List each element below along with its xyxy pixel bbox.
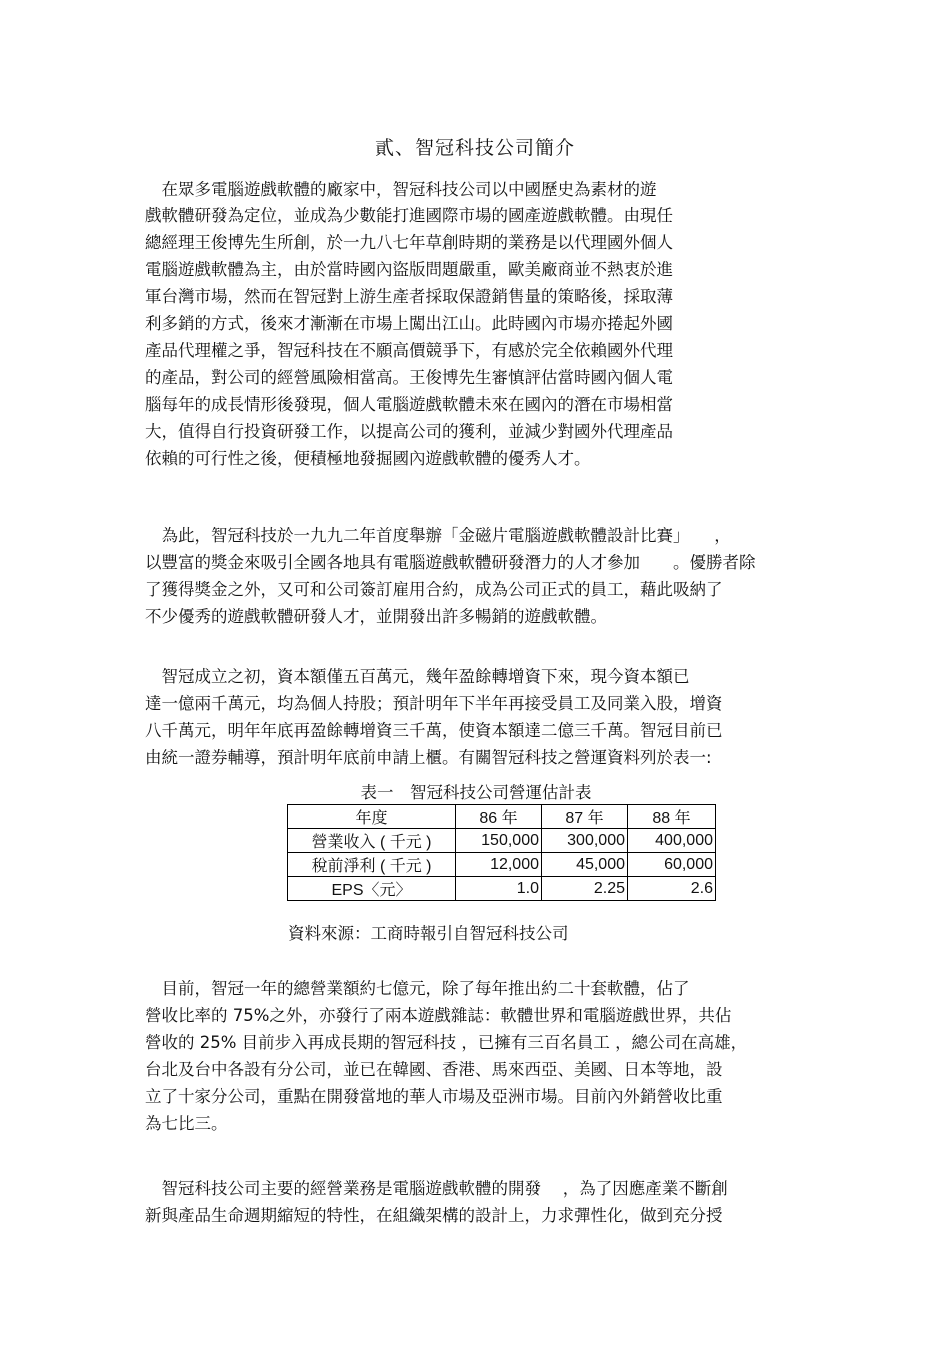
text-line: 依賴的可行性之後，便積極地發掘國內遊戲軟體的優秀人才。 <box>145 449 591 468</box>
text-line: 新與產品生命週期縮短的特性，在組織架構的設計上，力求彈性化，做到充分授 <box>145 1206 723 1225</box>
text-line: 的產品，對公司的經營風險相當高。王俊博先生審慎評估當時國內個人電 <box>145 368 673 387</box>
table-cell: 12,000 <box>456 853 542 877</box>
table-header-cell: 年度 <box>288 805 456 829</box>
text-line: 智冠成立之初，資本額僅五百萬元，幾年盈餘轉增資下來，現今資本額已 <box>145 667 690 686</box>
text-line: 產品代理權之爭，智冠科技在不願高價競爭下，有感於完全依賴國外代理 <box>145 341 673 360</box>
text-line: 為此，智冠科技於一九九二年首度舉辦「金磁片電腦遊戲軟體設計比賽」 ， <box>145 526 731 545</box>
table-cell: 營業收入 ( 千元 ) <box>288 829 456 853</box>
text-line: 營收比率的 75%之外，亦發行了兩本遊戲雜誌：軟體世界和電腦遊戲世界，共佔 <box>145 1006 732 1025</box>
table-header-cell: 87 年 <box>542 805 628 829</box>
text-line: 總經理王俊博先生所創，於一九八七年草創時期的業務是以代理國外個人 <box>145 233 673 252</box>
text-line: 立了十家分公司，重點在開發當地的華人市場及亞洲市場。目前內外銷營收比重 <box>145 1087 723 1106</box>
table-row <box>288 829 716 853</box>
table-cell: 60,000 <box>628 853 716 877</box>
text-line: 達一億兩千萬元，均為個人持股；預計明年下半年再接受員工及同業入股，增資 <box>145 694 723 713</box>
table-cell: 45,000 <box>542 853 628 877</box>
text-line: 利多銷的方式，後來才漸漸在市場上闖出江山。此時國內市場亦捲起外國 <box>145 314 673 333</box>
table-cell: 稅前淨利 ( 千元 ) <box>288 853 456 877</box>
text-line: 腦每年的成長情形後發現，個人電腦遊戲軟體未來在國內的潛在市場相當 <box>145 395 673 414</box>
table-header-cell: 86 年 <box>456 805 542 829</box>
text-line: 大，值得自行投資研發工作，以提高公司的獲利，並減少對國外代理產品 <box>145 422 673 441</box>
text-line: 了獲得獎金之外，又可和公司簽訂雇用合約，成為公司正式的員工，藉此吸納了 <box>145 580 723 599</box>
table-source: 資料來源：工商時報引自智冠科技公司 <box>288 924 569 943</box>
text-line: 以豐富的獎金來吸引全國各地具有電腦遊戲軟體研發潛力的人才參加 。優勝者除 <box>145 553 756 572</box>
table-cell: 1.0 <box>456 877 542 901</box>
text-line: 軍台灣市場，然而在智冠對上游生產者採取保證銷售量的策略後，採取薄 <box>145 287 673 306</box>
table-cell: 300,000 <box>542 829 628 853</box>
text-line: 營收的 25% 目前步入再成長期的智冠科技 ，已擁有三百名員工 ，總公司在高雄， <box>145 1033 748 1052</box>
text-line: 戲軟體研發為定位，並成為少數能打進國際市場的國產遊戲軟體。由現任 <box>145 206 673 225</box>
table-cell: 2.6 <box>628 877 716 901</box>
page-title: 貳、智冠科技公司簡介 <box>374 137 575 159</box>
table-cell: 150,000 <box>456 829 542 853</box>
text-line: 由統一證券輔導，預計明年底前申請上櫃。有關智冠科技之營運資料列於表一: <box>145 748 712 767</box>
table-cell: EPS〈元〉 <box>288 877 456 901</box>
text-line: 為七比三。 <box>145 1114 228 1133</box>
table-header-row <box>288 805 716 829</box>
text-line: 不少優秀的遊戲軟體研發人才，並開發出許多暢銷的遊戲軟體。 <box>145 607 607 626</box>
operations-table <box>287 804 716 901</box>
table-cell: 2.25 <box>542 877 628 901</box>
table-cell: 400,000 <box>628 829 716 853</box>
text-line: 八千萬元，明年年底再盈餘轉增資三千萬，使資本額達二億三千萬。智冠目前已 <box>145 721 723 740</box>
table-caption: 表一 智冠科技公司營運估計表 <box>360 783 592 802</box>
text-line: 台北及台中各設有分公司，並已在韓國、香港、馬來西亞、美國、日本等地，設 <box>145 1060 723 1079</box>
table-row <box>288 877 716 901</box>
table-row <box>288 853 716 877</box>
text-line: 電腦遊戲軟體為主，由於當時國內盜版問題嚴重，歐美廠商並不熱衷於進 <box>145 260 673 279</box>
text-line: 目前，智冠一年的總營業額約七億元，除了每年推出約二十套軟體，佔了 <box>145 979 690 998</box>
text-line: 智冠科技公司主要的經營業務是電腦遊戲軟體的開發 ，為了因應產業不斷創 <box>145 1179 728 1198</box>
table-header-cell: 88 年 <box>628 805 716 829</box>
text-line: 在眾多電腦遊戲軟體的廠家中，智冠科技公司以中國歷史為素材的遊 <box>145 180 657 199</box>
